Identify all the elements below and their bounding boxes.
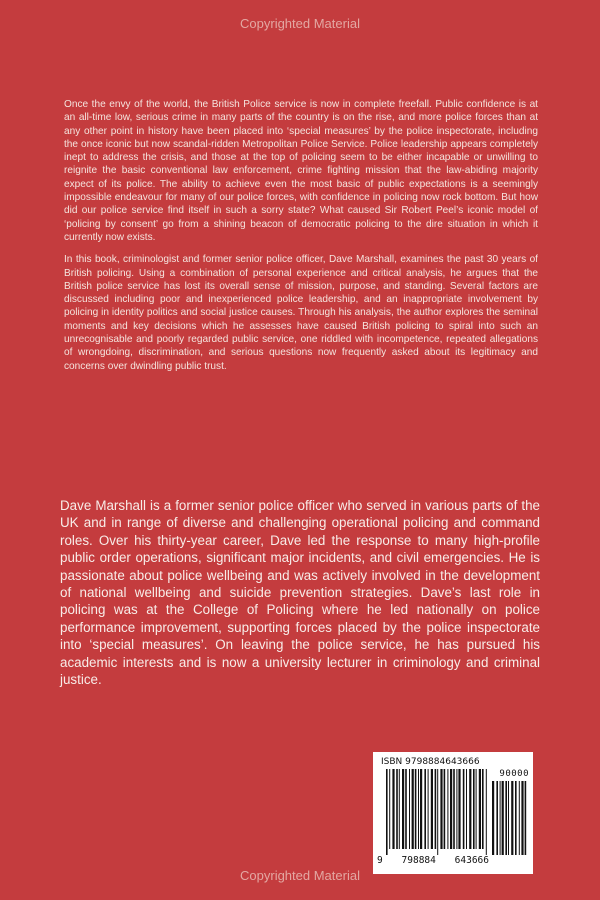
blurb-paragraph-1: Once the envy of the world, the British Police service is now in complete freefall. Public confidence is at an all-time low, serious crime in many parts of the country is on the rise, and more police forces than at any other point in history have been placed into ‘special measures’ by the police inspectorate, including the once iconic but now scandal-ridden Metropolitan Police Service. Police leadership appears completely inept to address the crisis, and those at the top of policing seem to be either incapable or unwilling to reignite the basic conventional law enforcement, crime fighting mission that the law-abiding majority expect of its police. The ability to achieve even the most basic of public expectations is a seemingly impossible endeavour for many of our police forces, with confidence in policing now rock bottom. But how did our police service find itself in such a sorry state? What caused Sir Robert Peel’s iconic model of ‘policing by consent’ go from a shining beacon of democratic policing to the dire situation in which it currently now exists. — [64, 99, 538, 243]
ean-digits-right: 643666 — [454, 855, 489, 866]
isbn-barcode — [373, 752, 533, 874]
ean-digits — [377, 855, 489, 866]
price-code: 90000 — [499, 769, 529, 779]
copyright-watermark-bottom: Copyrighted Material — [240, 868, 360, 883]
ean-digits-left: 798884 — [401, 855, 436, 866]
ean-barcode-bars — [385, 769, 489, 855]
ean-digit-lead: 9 — [377, 855, 383, 866]
copyright-watermark-top: Copyrighted Material — [240, 16, 360, 31]
isbn-label: ISBN 9798884643666 — [381, 757, 480, 767]
addon-barcode-bars — [491, 781, 529, 855]
author-bio: Dave Marshall is a former senior police officer who served in various parts of the UK and in range of diverse and challenging operational policing and command roles. Over his thirty-year career, Dave led the response to many high-profile public order operations, significant major incidents, and civil emergencies. He is passionate about police wellbeing and was actively involved in the development of national wellbeing and suicide prevention strategies. Dave’s last role in policing was at the College of Policing where he led nationally on police performance improvement, supporting forces placed by the police inspectorate into ‘special measures’. On leaving the police service, he has pursued his academic interests and is now a university lecturer in criminology and criminal justice. — [60, 498, 540, 688]
blurb-paragraph-2: In this book, criminologist and former senior police officer, Dave Marshall, examines the past 30 years of British policing. Using a combination of personal experience and critical analysis, he argues that the British police service has lost its overall sense of mission, purpose, and standing. Several factors are discussed including poor and inexperienced police leadership, and an inappropriate involvement by policing in identity politics and social justice causes. Through his analysis, the author explores the seminal moments and key decisions which he assesses have caused British policing to spiral into such an unrecognisable and poorly regarded public service, one riddled with incompetence, repeated allegations of wrongdoing, discrimination, and serious questions now frequently asked about its legitimacy and concerns over dwindling public trust. — [64, 254, 538, 372]
book-blurb — [64, 98, 538, 382]
